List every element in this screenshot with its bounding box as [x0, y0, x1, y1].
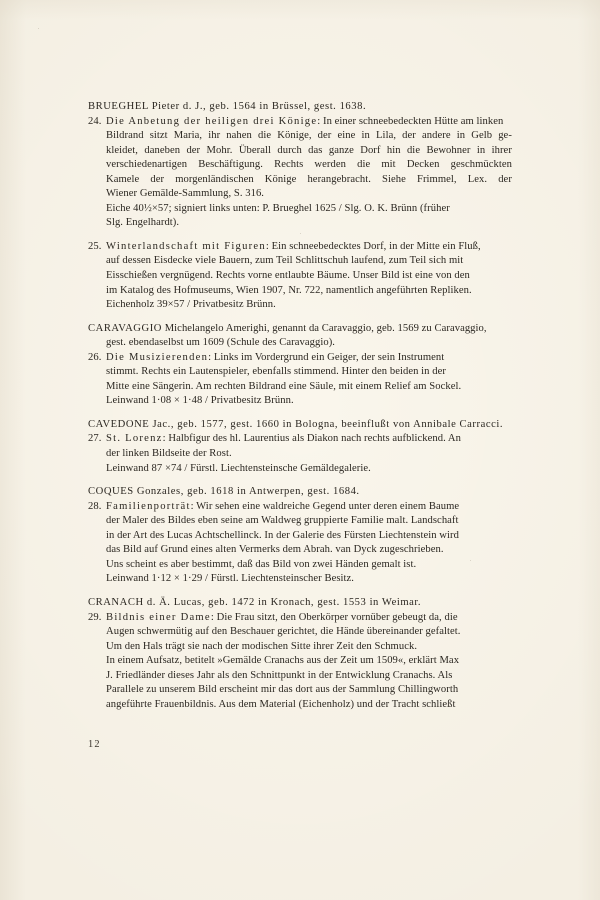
catalogue-text-block [88, 100, 512, 712]
word: ihr [208, 130, 221, 142]
word: ge- [498, 130, 512, 142]
entry-number-27: 27. [88, 433, 102, 445]
entry-24-line-2 [106, 129, 512, 144]
entry-28-title: Familienporträt [106, 500, 191, 512]
entry-26-line-1 [88, 351, 512, 366]
word: durch [277, 144, 302, 156]
collection-continued: Slg. Engelhardt). [106, 217, 180, 229]
body-line: in der Art des Lucas Achtschellinck. In der Galerie des Fürsten Liechtenstein wird [106, 529, 459, 541]
entry-29-title: Bildnis einer Dame [106, 611, 211, 623]
entry-25-line-1-rest: : Ein schneebedecktes Dorf, in der Mitte ein Fluß, [265, 240, 481, 252]
entry-24-title: Die Anbetung der heiligen drei Könige [106, 115, 318, 127]
body-line: im Katalog des Hofmuseums, Wien 1907, Nr. 722, namentlich angeführten Repliken. [106, 284, 472, 296]
word: herangebracht. [307, 173, 371, 185]
word: Mohr. [206, 144, 233, 156]
artist-heading-rest: Michelangelo Amerighi, genannt da Caravaggio, geb. 1569 zu Caravaggio, [161, 322, 487, 334]
artist-heading-text: BRUEGHEL Pieter d. J., geb. 1564 in Brüssel, gest. 1638. [88, 101, 367, 112]
entry-27-line-1-rest: : Halbfigur des hl. Laurentius als Diakon nach rechts aufblickend. An [162, 433, 461, 445]
word: Rechts [274, 159, 304, 171]
body-line: das Bild auf Grund eines alten Vermerks dem Abrah. van Dyck zugeschrieben. [106, 544, 444, 556]
body-line: Eisschießen vergnügend. Rechts vorne entlaubte Bäume. Unser Bild ist eine von den [106, 270, 470, 282]
word: daneben [144, 144, 181, 156]
word: hin [386, 144, 401, 156]
entry-25-medium-line [106, 298, 512, 313]
word: morgenländischen [175, 173, 254, 185]
entry-number-29: 29. [88, 611, 102, 623]
artist-heading-text: CRANACH d. Ä. Lucas, geb. 1472 in Kronach, gest. 1553 in Weimar. [88, 596, 422, 608]
body-line: Parallele zu unserem Bild erscheint mir das dort aus der Sammlung Chillingworth [106, 684, 459, 696]
word: der [186, 144, 201, 156]
entry-29-line-2 [106, 625, 512, 640]
word: Lex. [467, 173, 488, 185]
word: der [317, 130, 332, 142]
medium-collection: Leinwand 1·12 × 1·29 / Fürstl. Liechtensteinscher Besitz. [106, 573, 354, 585]
word: die [406, 144, 421, 156]
word: Maria, [173, 130, 203, 142]
entry-24-line-1-rest: : In einer schneebedeckten Hütte am linken [317, 115, 504, 127]
word: Frimmel, [417, 173, 457, 185]
word: der [402, 130, 416, 142]
word: geschmückten [450, 159, 512, 171]
entry-29-line-7 [106, 698, 512, 713]
word: Bildrand [106, 130, 144, 142]
body-line: Mitte eine Sängerin. Am rechten Bildrand eine Säule, mit einem Relief am Sockel. [106, 380, 462, 392]
artist-heading-text: CAVEDONE Jac., geb. 1577, gest. 1660 in Bologna, beeinflußt von Annibale Carracci. [88, 418, 504, 430]
word: verschiedenartigen [106, 159, 188, 171]
artist-heading-caravaggio-line2 [106, 336, 512, 351]
word: Lila, [376, 130, 397, 142]
body-line: angeführte Frauenbildnis. Aus dem Material (Eichenholz) und der Tracht schließt [106, 698, 456, 710]
entry-29-line-6 [106, 683, 512, 698]
word: eine [337, 130, 356, 142]
entry-27-line-2 [106, 447, 512, 462]
body-line: In einem Aufsatz, betitelt »Gemälde Cranachs aus der Zeit um 1509«, erklärt Max [106, 655, 460, 667]
word: mit [381, 159, 396, 171]
word: Dorf [360, 144, 381, 156]
artist-heading-coques [88, 485, 512, 500]
body-line: Um den Hals trägt sie nach der modischen Sitte ihrer Zeit den Schmuck. [106, 640, 418, 652]
artist-heading-cavedone [88, 418, 512, 433]
word: Könige [264, 173, 297, 185]
entry-29-line-1-rest: : Die Frau sitzt, den Oberkörper vornüber gebeugt da, die [210, 611, 458, 623]
artist-heading-brueghel [88, 100, 512, 115]
entry-29-line-1 [88, 611, 512, 626]
reference-text: Wiener Gemälde-Sammlung, S. 316. [106, 188, 265, 200]
artist-heading-caravaggio [88, 322, 512, 337]
entry-25-title: Winterlandschaft mit Figuren [106, 240, 266, 252]
word: Bewohner [426, 144, 471, 156]
entry-26-line-1-rest: : Links im Vordergrund ein Geiger, der sein Instrument [208, 351, 445, 363]
entry-28-medium-line [106, 572, 512, 587]
entry-27-title: St. Lorenz [106, 433, 163, 445]
entry-28-line-5 [106, 558, 512, 573]
body-line: stimmt. Rechts ein Lautenspieler, ebenfalls stimmend. Hinter den beiden in der [106, 366, 446, 378]
word: Gelb [471, 130, 493, 142]
entry-26-line-3 [106, 380, 512, 395]
word: Beschäftigung. [198, 159, 263, 171]
entry-24-line-3 [106, 144, 512, 159]
entry-29-line-4 [106, 654, 512, 669]
word: in [456, 130, 466, 142]
word: Könige, [277, 130, 312, 142]
entry-29-line-5 [106, 669, 512, 684]
entry-24-line-4 [106, 158, 512, 173]
word: sitzt [149, 130, 168, 142]
entry-24-medium-line [106, 202, 512, 217]
entry-24-collection-cont [106, 216, 512, 231]
word: die [357, 159, 371, 171]
entry-24-line-1 [88, 115, 512, 130]
word: Decken [406, 159, 440, 171]
word: nahen [226, 130, 252, 142]
body-line: der Maler des Bildes eben seine am Waldweg gruppierte Familie malt. Landschaft [106, 515, 459, 527]
word: ihrer [491, 144, 512, 156]
entry-25-line-4 [106, 284, 512, 299]
artist-heading-text: COQUES Gonzales, geb. 1618 in Antwerpen, gest. 1684. [88, 486, 360, 498]
artist-heading-continued: gest. ebendaselbst um 1609 (Schule des Caravaggio). [106, 337, 336, 349]
entry-29-line-3 [106, 640, 512, 655]
entry-24-line-6 [106, 187, 512, 202]
entry-number-28: 28. [88, 500, 102, 512]
entry-number-26: 26. [88, 351, 102, 363]
entry-26-title: Die Musizierenden [106, 351, 209, 363]
medium-collection: Leinwand 1·08 × 1·48 / Privatbesitz Brünn. [106, 395, 294, 407]
body-line: J. Friedländer dieses Jahr als den Schnittpunkt in der Entwicklung Cranachs. Als [106, 669, 453, 681]
word: der [150, 173, 165, 185]
entry-26-medium-line [106, 394, 512, 409]
word: Überall [238, 144, 271, 156]
entry-25-line-1 [88, 240, 512, 255]
body-line: der linken Bildseite der Rost. [106, 448, 232, 460]
entry-28-line-4 [106, 543, 512, 558]
entry-28-line-1 [88, 500, 512, 515]
entry-25-line-2 [106, 254, 512, 269]
page-number: 12 [88, 739, 101, 750]
body-line: auf dessen Eisdecke viele Bauern, zum Teil Schlittschuh laufend, zum Teil sich mit [106, 255, 464, 267]
entry-25-line-3 [106, 269, 512, 284]
entry-28-line-1-rest: : Wir sehen eine waldreiche Gegend unter deren einem Baume [190, 500, 460, 512]
word: Siehe [382, 173, 406, 185]
body-line: Uns scheint es aber bestimmt, daß das Bild von zwei Händen gemalt ist. [106, 558, 417, 570]
word: das [308, 144, 323, 156]
entry-28-line-3 [106, 529, 512, 544]
medium-signature-collection: Eiche 40½×57; signiert links unten: P. Brueghel 1625 / Slg. O. K. Brünn (früher [106, 202, 450, 214]
medium-collection: Eichenholz 39×57 / Privatbesitz Brünn. [106, 299, 276, 311]
entry-number-24: 24. [88, 115, 102, 127]
entry-26-line-2 [106, 365, 512, 380]
medium-collection: Leinwand 87 ×74 / Fürstl. Liechtensteinsche Gemäldegalerie. [106, 462, 371, 474]
entry-27-line-1 [88, 432, 512, 447]
word: ganze [328, 144, 354, 156]
word: in [476, 144, 486, 156]
artist-name: CARAVAGGIO [88, 322, 162, 334]
artist-heading-cranach [88, 596, 512, 611]
word: andere [422, 130, 451, 142]
entry-27-medium-line [106, 462, 512, 477]
word: die [258, 130, 272, 142]
word: werden [314, 159, 346, 171]
word: Kamele [106, 173, 140, 185]
word: in [361, 130, 370, 142]
entry-number-25: 25. [88, 240, 102, 252]
word: kleidet, [106, 144, 138, 156]
body-line: Augen schwermütig auf den Beschauer gerichtet, die Hände übereinander gefaltet. [106, 626, 461, 638]
entry-24-line-5 [106, 173, 512, 188]
word: der [498, 173, 512, 185]
entry-28-line-2 [106, 514, 512, 529]
